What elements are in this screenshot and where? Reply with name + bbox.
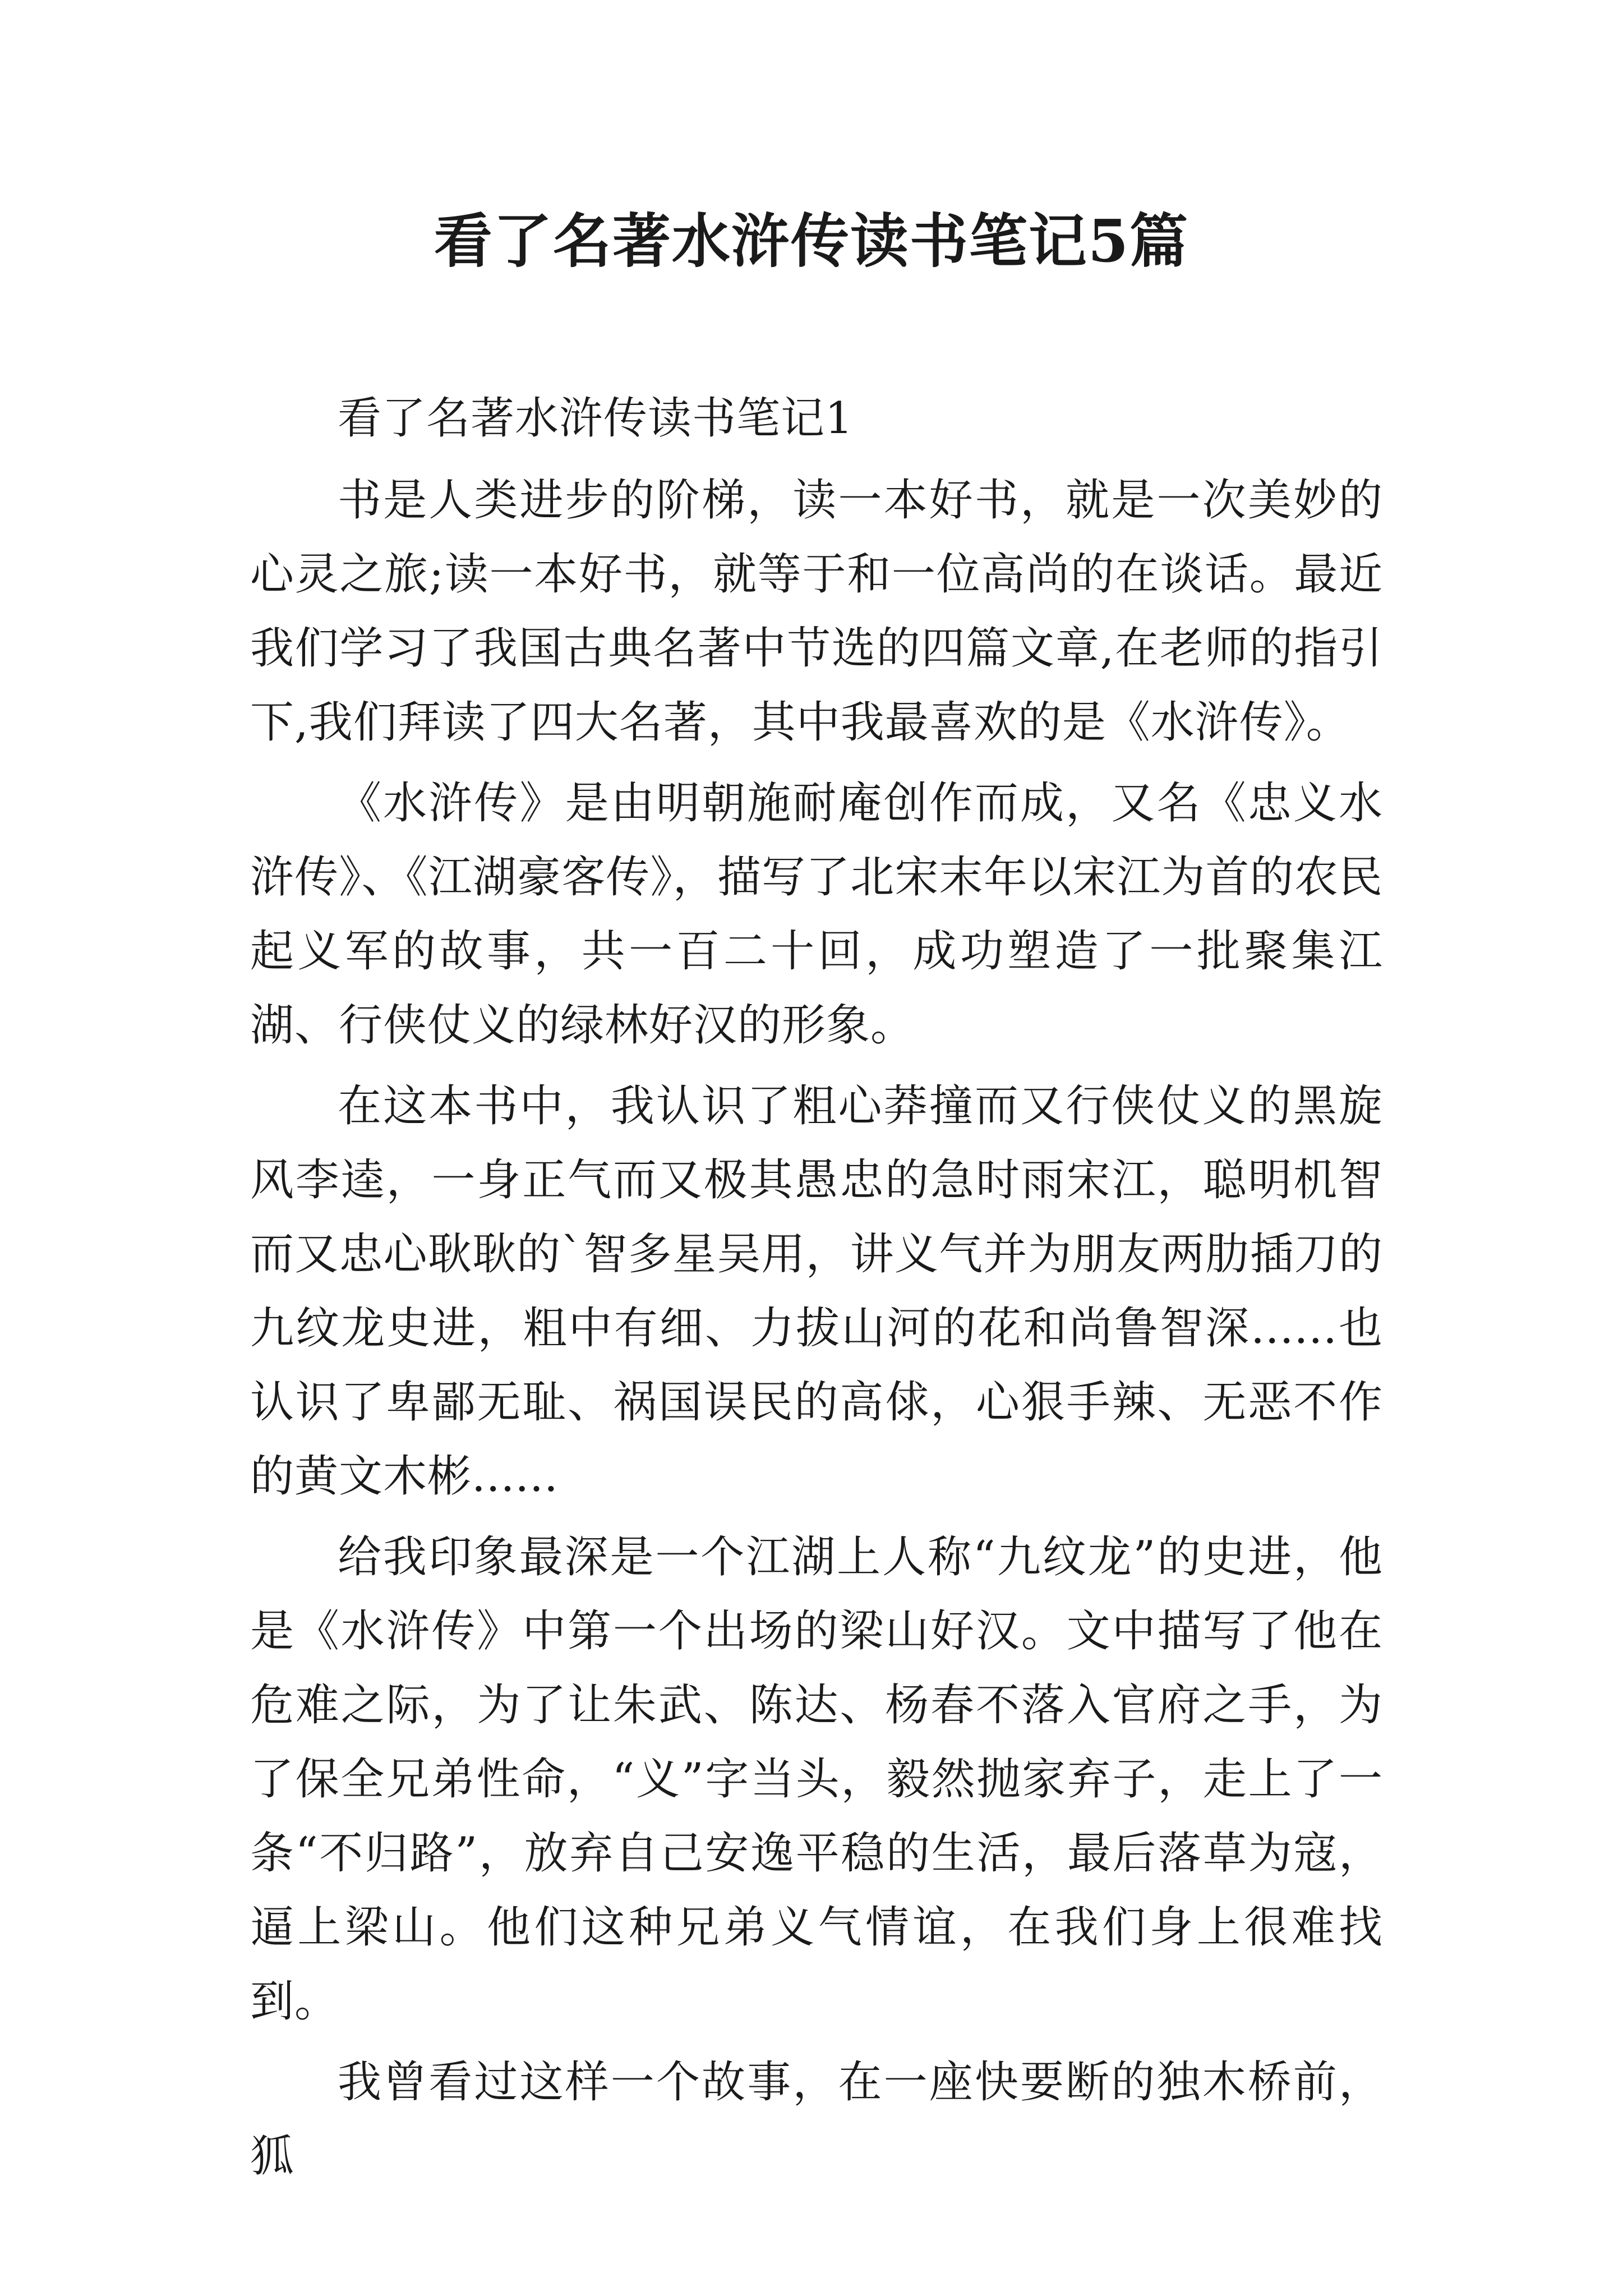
paragraph: 给我印象最深是一个江湖上人称“九纹龙”的史进，他是《水浒传》中第一个出场的梁山好汉。文中描写了他在危难之际，为了让朱武、陈达、杨春不落入官府之手，为了保全兄弟性命，“义”字当头，毅然抛家弃子，走上了一条“不归路”，放弃自己安逸平稳的生活，最后落草为寇，逼上梁山。他们这种兄弟义气情谊，在我们身上很难找到。 <box>250 1532 1383 2027</box>
document-title: 看了名著水浒传读书笔记5篇 <box>434 206 1189 275</box>
paragraph: 在这本书中，我认识了粗心莽撞而又行侠仗义的黑旋风李逵，一身正气而又极其愚忠的急时雨宋江，聪明机智而又忠心耿耿的`智多星吴用，讲义气并为朋友两肋插刀的九纹龙史进，粗中有细、力拔山河的花和尚鲁智深......也认识了卑鄙无耻、祸国误民的高俅，心狠手辣、无恶不作的黄文木彬...... <box>250 1081 1383 1502</box>
paragraph: 书是人类进步的阶梯，读一本好书，就是一次美妙的心灵之旅;读一本好书，就等于和一位高尚的在谈话。最近我们学习了我国古典名著中节选的四篇文章,在老师的指引下,我们拜读了四大名著，其中我最喜欢的是《水浒传》。 <box>250 475 1383 748</box>
document-body <box>250 381 1383 2200</box>
section-heading: 看了名著水浒传读书笔记1 <box>338 393 854 444</box>
paragraph: 我曾看过这样一个故事，在一座快要断的独木桥前，狐 <box>250 2057 1383 2182</box>
paragraph: 《水浒传》是由明朝施耐庵创作而成，又名《忠义水浒传》、《江湖豪客传》，描写了北宋末年以宋江为首的农民起义军的故事，共一百二十回，成功塑造了一批聚集江湖、行侠仗义的绿林好汉的形象。 <box>250 778 1383 1051</box>
